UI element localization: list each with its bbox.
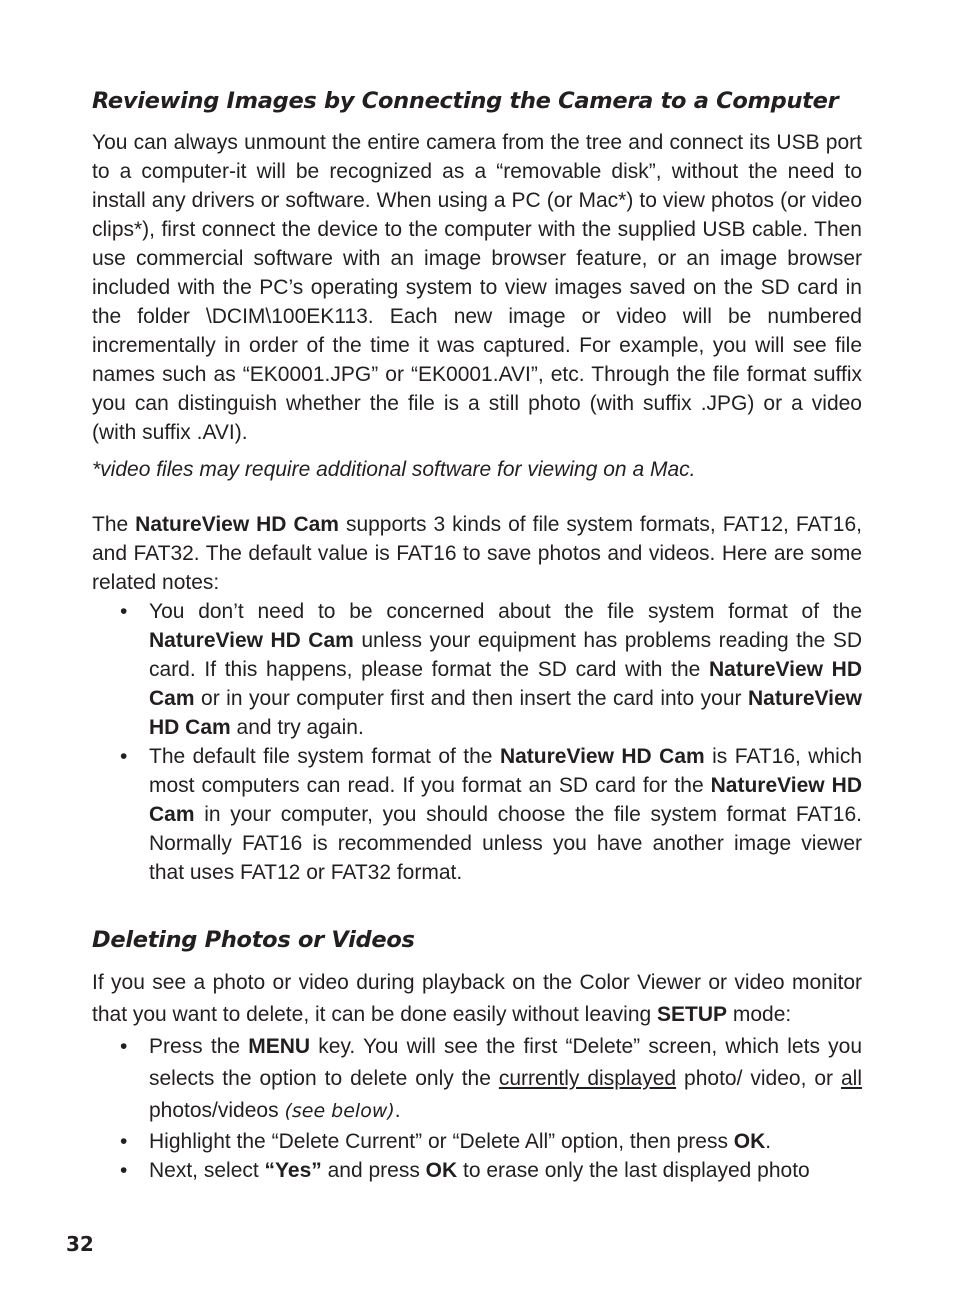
- product-name: NatureView HD Cam: [149, 629, 354, 652]
- delete-steps-list: [92, 1031, 862, 1185]
- menu-key-label: MENU: [248, 1035, 311, 1058]
- ok-key-label: OK: [425, 1159, 458, 1182]
- bullet-icon: •: [120, 745, 128, 768]
- ok-key-label: OK: [733, 1130, 766, 1153]
- list-item: • The default file system format of the NatureView HD Cam is FAT16, which most computers can read. If you format an SD card for the NatureView HD Cam in your computer, you should choose the file system format FAT16. Normally FAT16 is recommended unless you have another image viewer that uses FAT12 or FAT32 format.: [92, 742, 862, 887]
- file-system-notes-list: [92, 597, 862, 887]
- bullet-icon: •: [120, 600, 128, 623]
- page-number: 32: [66, 1232, 94, 1256]
- mac-video-note: *video files may require additional software for viewing on a Mac.: [92, 458, 696, 481]
- yes-option-label: “Yes”: [264, 1159, 322, 1182]
- product-name: NatureView HD Cam: [499, 745, 705, 768]
- bullet-icon: •: [120, 1159, 128, 1182]
- section-heading-deleting: Deleting Photos or Videos: [92, 927, 415, 953]
- bullet-icon: •: [120, 1035, 128, 1058]
- product-name: NatureView HD Cam: [135, 513, 339, 536]
- deleting-intro: If you see a photo or video during playback on the Color Viewer or video monitor that you want to delete, it can be done easily without leaving SETUP mode:: [92, 971, 862, 1026]
- usb-connection-paragraph: You can always unmount the entire camera from the tree and connect its USB port to a computer-it will be recognized as a “removable disk”, without the need to install any drivers or software. When using a PC (or Mac*) to view photos (or video clips*), first connect the device to the computer with the supplied USB cable. Then use commercial software with an image browser feature, or an image browser included with the PC’s operating system to view images saved on the SD card in the folder \DCIM\100EK113. Each new image or video will be numbered incrementally in order of the time it was captured. For example, you will see file names such as “EK0001.JPG” or “EK0001.AVI”, etc. Through the file format suffix you can distinguish whether the file is a still photo (with suffix .JPG) or a video (with suffix .AVI).: [92, 131, 862, 444]
- bullet-icon: •: [120, 1130, 128, 1153]
- list-item: • Press the MENU key. You will see the first “Delete” screen, which lets you selects the option to delete only the currently displayed photo/ video, or all photos/videos (see below).: [92, 1031, 862, 1127]
- product-name: NatureView HD Cam: [149, 687, 862, 739]
- page-content: [92, 86, 862, 1185]
- product-name: NatureView HD Cam: [149, 774, 862, 826]
- product-name: NatureView HD Cam: [149, 658, 862, 710]
- setup-keyword: SETUP: [657, 1003, 728, 1026]
- file-system-intro: The NatureView HD Cam supports 3 kinds of file system formats, FAT12, FAT16, and FAT32. The default value is FAT16 to save photos and videos. Here are some related notes:: [92, 513, 862, 594]
- list-item: • Highlight the “Delete Current” or “Delete All” option, then press OK.: [92, 1127, 862, 1156]
- section-heading-reviewing-images: Reviewing Images by Connecting the Camera to a Computer: [92, 88, 839, 114]
- list-item: • Next, select “Yes” and press OK to erase only the last displayed photo: [92, 1156, 862, 1185]
- list-item: • You don’t need to be concerned about the file system format of the NatureView HD Cam unless your equipment has problems reading the SD card. If this happens, please format the SD card with the NatureView HD Cam or in your computer first and then insert the card into your NatureView HD Cam and try again.: [92, 597, 862, 742]
